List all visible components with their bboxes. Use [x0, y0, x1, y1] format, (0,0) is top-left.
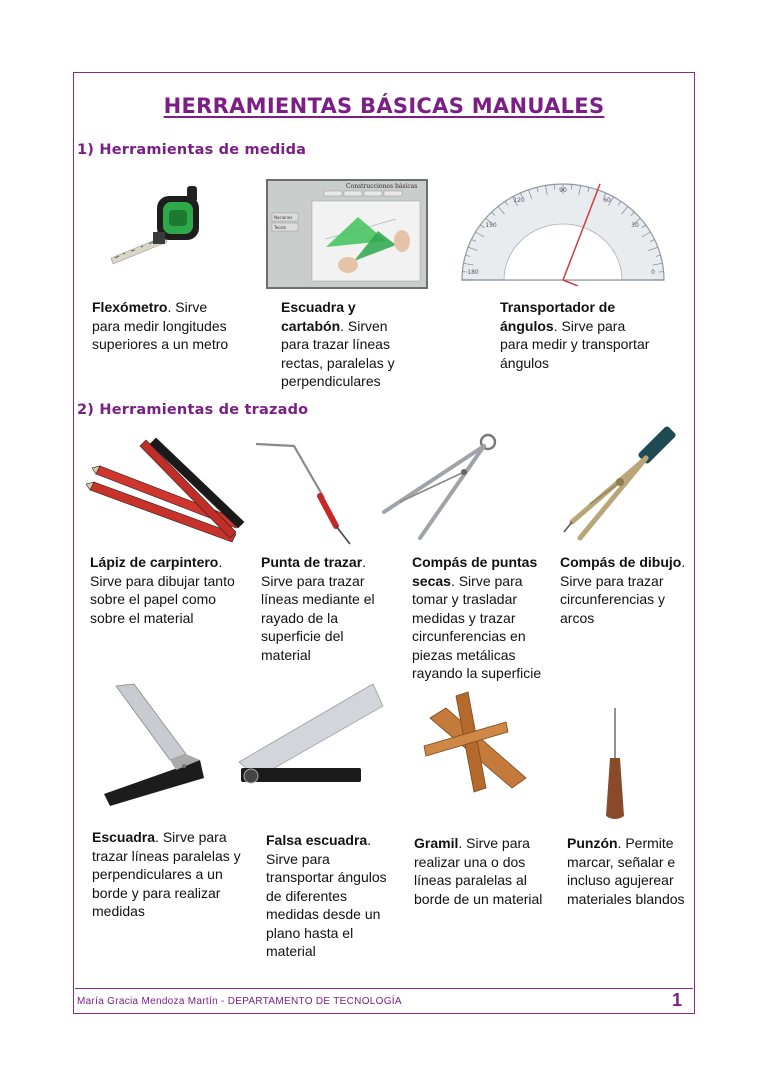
protractor-label: 0	[651, 269, 655, 276]
tool-name: Punta de trazar	[261, 554, 363, 570]
caption-escuadra-cartabon: Escuadra y cartabón. Sirven para trazar líneas rectas, paralelas y perpendiculares	[281, 299, 395, 389]
punzon-image	[600, 706, 630, 822]
tool-name: Escuadra	[92, 829, 156, 845]
software-window-title: Construcciones básicas	[346, 183, 418, 190]
caption-punta-trazar: Punta de trazar. Sirve para trazar líneas mediante el rayado de la superficie del material	[261, 554, 375, 663]
tool-name: Falsa escuadra	[266, 832, 368, 848]
page-title: HERRAMIENTAS BÁSICAS MANUALES	[163, 94, 605, 118]
tool-desc: Sirve para trazar circunferencias y arcos	[560, 572, 666, 626]
protractor-label: 120	[513, 197, 525, 204]
gramil-image	[416, 688, 536, 793]
escuadra-image	[100, 680, 210, 810]
caption-compas-puntas-secas: Compás de puntas secas. Sirve para tomar y trasladar medidas y trazar circunferencias en piezas metálicas rayando la superficie	[412, 554, 542, 681]
caption-falsa-escuadra: Falsa escuadra. Sirve para transportar ángulos de diferentes medidas desde un plano hasta el material	[266, 832, 387, 959]
tool-name: Gramil	[414, 835, 459, 851]
tool-desc: Sirve para para medir y transportar ángulos	[500, 317, 650, 371]
tool-name: Transportador de ángulos	[500, 299, 616, 334]
tool-desc: Sirve para trazar líneas paralelas y perpendiculares a un borde y para realizar medidas	[92, 829, 241, 919]
lapiz-carpintero-image	[86, 436, 246, 548]
caption-lapiz-carpintero: Lápiz de carpintero. Sirve para dibujar tanto sobre el papel como sobre el material	[90, 554, 235, 626]
tool-name: Punzón	[567, 835, 618, 851]
caption-gramil: Gramil. Sirve para realizar una o dos líneas paralelas al borde de un material	[414, 835, 543, 907]
transportador-image	[458, 180, 668, 286]
protractor-label: 180	[467, 269, 479, 276]
tool-desc: Sirve para trazar líneas mediante el rayado de la superficie del material	[261, 572, 375, 663]
section-heading-medida: 1) Herramientas de medida	[77, 142, 307, 158]
section-heading-trazado: 2) Herramientas de trazado	[77, 402, 309, 418]
software-side-button-1: Nociones	[274, 215, 293, 220]
page-number: 1	[672, 990, 683, 1010]
flexometro-image	[105, 178, 205, 270]
tool-desc: Sirve para transportar ángulos de diferentes medidas desde un plano hasta el material	[266, 850, 387, 959]
escuadra-cartabon-image	[266, 179, 428, 289]
tool-desc: Sirve para medir longitudes superiores a un metro	[92, 299, 229, 352]
compas-puntas-secas-image	[380, 432, 510, 542]
footer-author: María Gracia Mendoza Martín - DEPARTAMENTO DE TECNOLOGÍA	[77, 996, 402, 1007]
caption-compas-dibujo: Compás de dibujo. Sirve para trazar circunferencias y arcos	[560, 554, 686, 626]
tool-name: Escuadra y cartabón	[281, 299, 356, 334]
falsa-escuadra-image	[237, 682, 385, 800]
caption-transportador: Transportador de ángulos. Sirve para para medir y transportar ángulos	[500, 299, 650, 371]
software-side-button-2: Teoría	[274, 225, 286, 230]
tool-name: Flexómetro	[92, 299, 168, 315]
protractor-label: 90	[559, 187, 567, 194]
tool-desc: Sirve para realizar una o dos líneas paralelas al borde de un material	[414, 835, 543, 907]
tool-name: Compás de dibujo	[560, 554, 682, 570]
tool-desc: Sirve para dibujar tanto sobre el papel como sobre el material	[90, 572, 235, 626]
footer-divider	[75, 988, 693, 989]
tool-desc: Permite marcar, señalar e incluso agujerear materiales blandos	[567, 835, 685, 907]
caption-escuadra: Escuadra. Sirve para trazar líneas paralelas y perpendiculares a un borde y para realizar medidas	[92, 829, 241, 919]
protractor-label: 60	[603, 197, 611, 204]
caption-flexometro: Flexómetro. Sirve para medir longitudes superiores a un metro	[92, 299, 229, 352]
compas-dibujo-image	[560, 420, 690, 542]
tool-desc: Sirve para tomar y trasladar medidas y trazar circunferencias en piezas metálicas rayando la superficie	[412, 572, 542, 681]
protractor-label: 30	[631, 222, 639, 229]
tool-desc: Sirven para trazar líneas rectas, paralelas y perpendiculares	[281, 317, 395, 389]
tool-name: Compás de puntas secas	[412, 554, 538, 589]
caption-punzon: Punzón. Permite marcar, señalar e incluso agujerear materiales blandos	[567, 835, 685, 907]
punta-trazar-image	[254, 440, 374, 545]
protractor-label: 150	[485, 222, 497, 229]
tool-name: Lápiz de carpintero	[90, 554, 219, 570]
